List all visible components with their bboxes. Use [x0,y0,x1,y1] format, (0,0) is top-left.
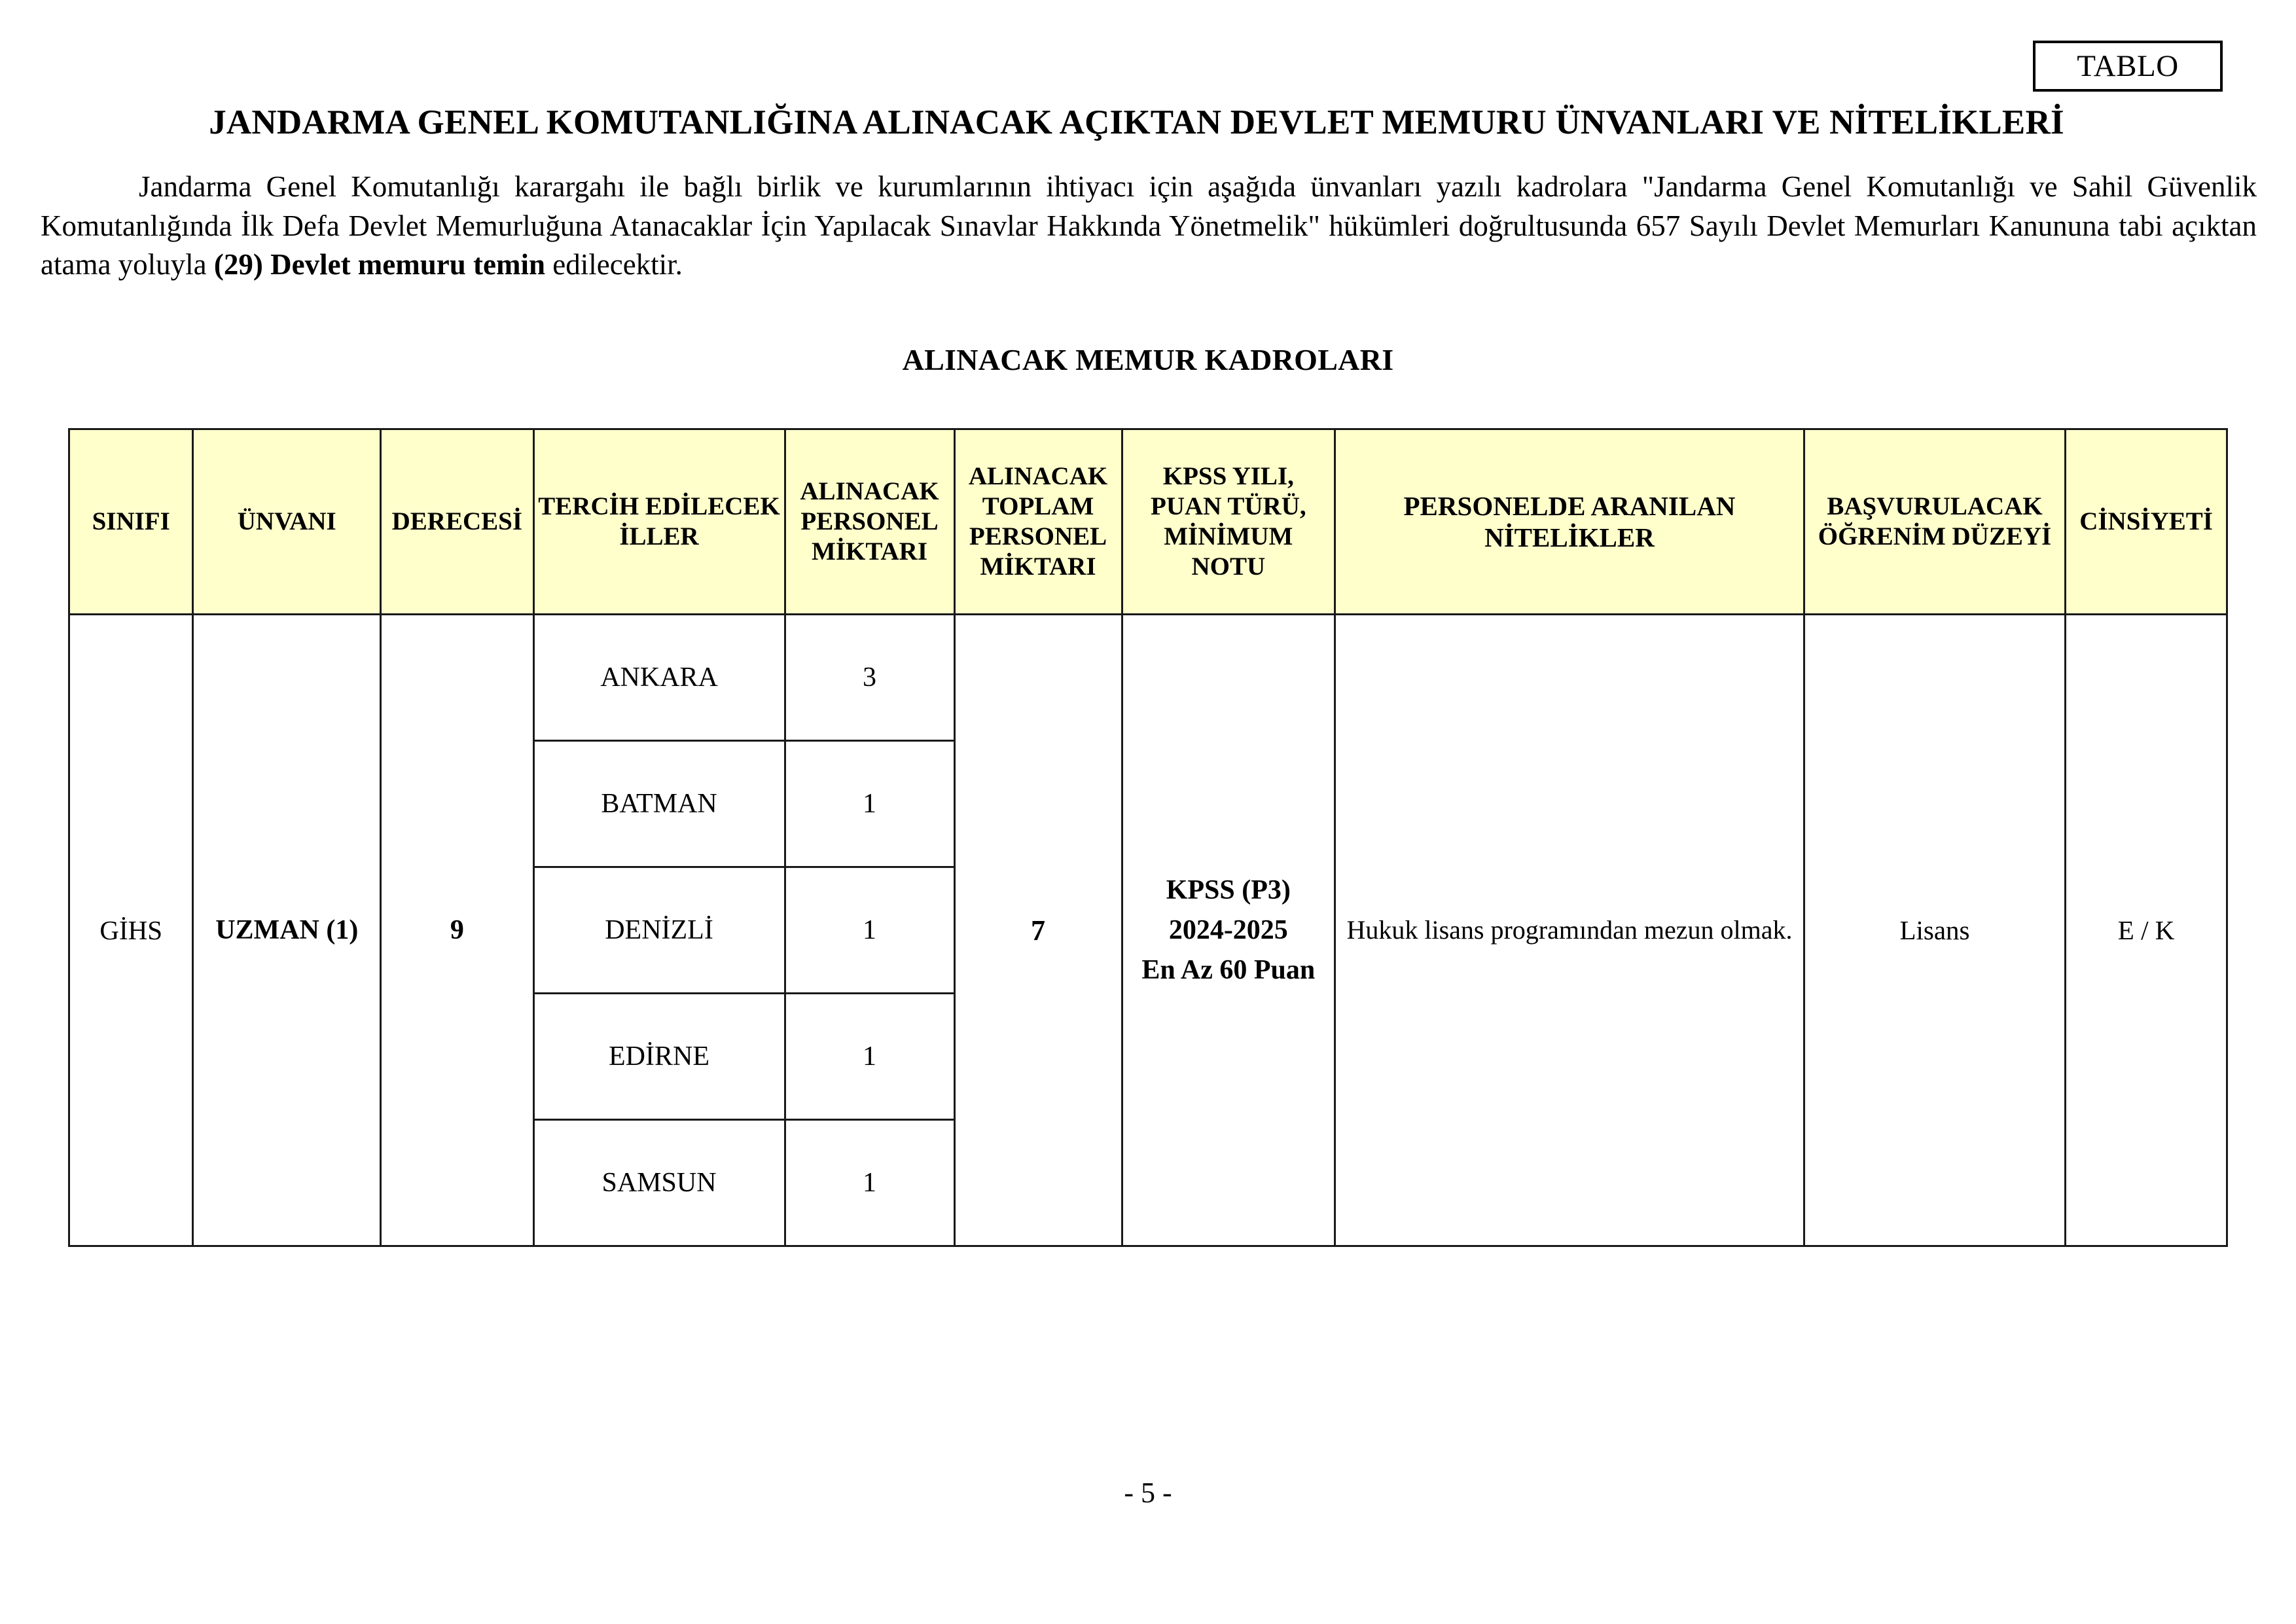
intro-text-part-1: Jandarma Genel Komutanlığı karargahı ile bağlı birlik ve kurumlarının ihtiyacı için aşağıda ünvanları yazılı kadrolara "Jandarma Genel Komutanlığı ve Sahil Güvenlik Komutanlığında İlk Defa Devlet Memurluğuna Atanacaklar İçin Yapılacak Sınavlar Hakkında Yönetmelik" hükümleri doğrultusunda 657 Sayılı Devlet Memurları Kanununa tabi açıktan atama yoluyla [41,170,2257,281]
cell-il: EDİRNE [533,994,785,1120]
kpss-line-3: En Az 60 Puan [1141,954,1316,985]
cell-il: SAMSUN [533,1120,785,1246]
section-title: ALINACAK MEMUR KADROLARI [902,343,1394,377]
column-header-basvurulacak-ogrenim-duzeyi: BAŞVURULACAK ÖĞRENİM DÜZEYİ [1804,429,2065,615]
page-number: - 5 - [1124,1477,1172,1509]
column-header-sinifi: SINIFI [69,429,193,615]
intro-text-part-2: edilecektir. [545,248,683,281]
cell-cinsiyeti: E / K [2066,615,2227,1246]
cell-toplam-miktar: 7 [954,615,1122,1246]
column-header-alinacak-toplam-personel-miktari: ALINACAK TOPLAM PERSONEL MİKTARI [954,429,1122,615]
tablo-badge-label: TABLO [2077,48,2179,83]
cell-ogrenim-duzeyi: Lisans [1804,615,2065,1246]
column-header-personelde-aranilan-nitelikler: PERSONELDE ARANILAN NİTELİKLER [1335,429,1804,615]
cell-il-miktar: 3 [785,615,954,741]
cell-il-miktar: 1 [785,741,954,867]
kpss-line-1: KPSS (P3) [1166,875,1291,905]
column-header-derecesi: DERECESİ [381,429,533,615]
cell-kpss [1122,615,1335,1246]
cell-il: DENİZLİ [533,867,785,994]
page-title: JANDARMA GENEL KOMUTANLIĞINA ALINACAK AÇIKTAN DEVLET MEMURU ÜNVANLARI VE NİTELİKLERİ [209,103,2064,141]
table-row [69,615,2227,741]
column-header-alinacak-personel-miktari: ALINACAK PERSONEL MİKTARI [785,429,954,615]
table-header-row [69,429,2227,615]
kadro-table [68,428,2228,1247]
column-header-unvani: ÜNVANI [193,429,381,615]
cell-derecesi: 9 [381,615,533,1246]
cell-il-miktar: 1 [785,1120,954,1246]
cell-il: ANKARA [533,615,785,741]
intro-text-bold: (29) Devlet memuru temin [213,248,546,281]
cell-il-miktar: 1 [785,867,954,994]
kpss-line-2: 2024-2025 [1168,914,1288,945]
cell-sinifi: GİHS [69,615,193,1246]
intro-paragraph [0,144,2296,285]
table-body [69,615,2227,1246]
column-header-tercih-edilecek-iller: TERCİH EDİLECEK İLLER [533,429,785,615]
table-header [69,429,2227,615]
cell-unvani: UZMAN (1) [193,615,381,1246]
cell-il-miktar: 1 [785,994,954,1120]
column-header-cinsiyeti: CİNSİYETİ [2066,429,2227,615]
cell-nitelikler: Hukuk lisans programından mezun olmak. [1335,615,1804,1246]
table-container [0,377,2296,1247]
column-header-kpss-yili-puan-turu-minimum-notu: KPSS YILI, PUAN TÜRÜ, MİNİMUM NOTU [1122,429,1335,615]
cell-il: BATMAN [533,741,785,867]
